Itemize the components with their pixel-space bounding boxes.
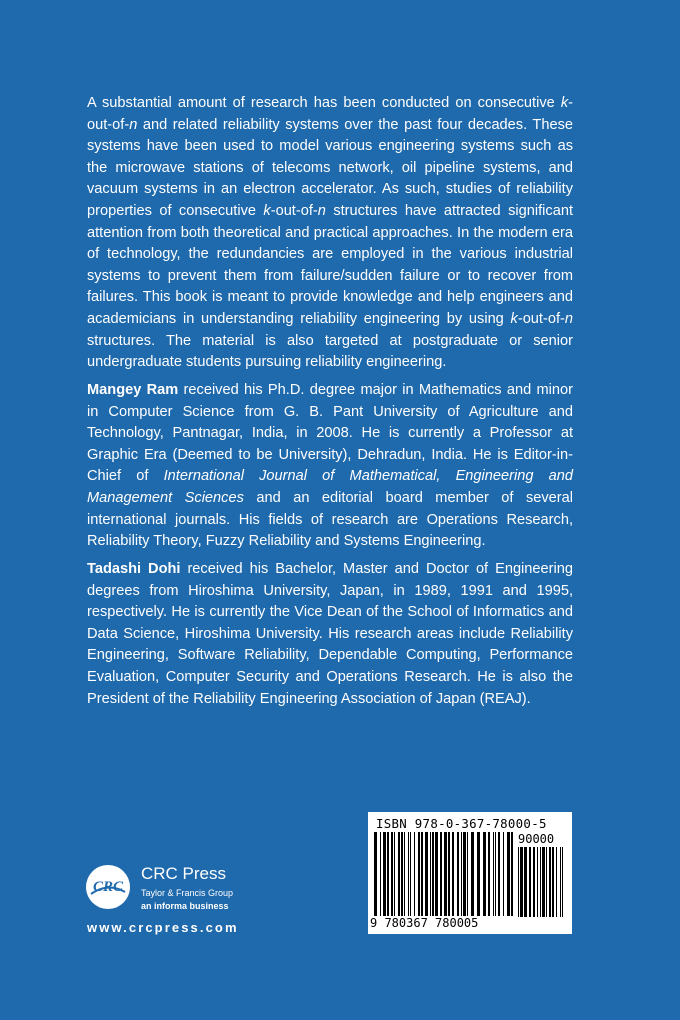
author-bio-text: received his Ph.D. degree major in Mathematics and minor in Computer Science from G. B. Pant University of Agriculture and Technology, Pantnagar, India, in 2008. He is currently a Professor at Graphic Era (Deemed to be University), Dehradun, India. He is Editor-in-Chief of	[87, 382, 573, 485]
description-text: A substantial amount of research has been conducted on consecutive	[87, 95, 561, 111]
book-description	[87, 93, 573, 374]
ean-digits: 9 780367 780005	[370, 916, 479, 930]
author-bio-text: and an editorial board member of several international journals. His fields of research are Operations Research, Reliability Theory, Fuzzy Reliability and Systems Engineering.	[87, 489, 574, 550]
logo-lettering: CRC	[92, 879, 124, 895]
journal-title: International Journal of Mathematical, Engineering and Management Sciences	[87, 468, 573, 506]
description-italic-n: n	[129, 116, 138, 133]
description-italic-n: n	[317, 202, 326, 219]
description-text: and related reliability systems over the past four decades. These systems have been used to model various engineering systems such as the microwave stations of telecoms network, oil pipeline systems, and vacuum systems in an electron accelerator. As such, studies of reliability properties of consecutive	[87, 116, 573, 219]
description-text: -out-of-	[87, 95, 573, 133]
price-addon-number: 90000	[518, 832, 555, 846]
description-italic-k: k	[560, 95, 569, 111]
publisher-tagline: an informa business	[141, 901, 229, 911]
publisher-name: CRC Press	[141, 864, 227, 883]
description-italic-n: n	[564, 310, 573, 327]
barcode-bars-icon	[374, 832, 514, 924]
author-name: Tadashi Dohi	[87, 561, 181, 577]
description-text: -out-of-	[270, 202, 318, 219]
publisher-website[interactable]: www.crcpress.com	[87, 920, 239, 935]
description-text: -out-of-	[517, 310, 565, 327]
author-bio-text: received his Bachelor, Master and Doctor of Engineering degrees from Hiroshima University, Japan, in 1989, 1991 and 1995, respectively. He is currently the Vice Dean of the School of Informatics and Data Science, Hiroshima University. His research areas include Reliability Engineering, Software Reliability, Dependable Computing, Performance Evaluation, Computer Security and Operations Research. He is also the President of the Reliability Engineering Association of Japan (REAJ).	[87, 561, 573, 707]
description-text: structures have attracted significant attention from both theoretical and practical approaches. In the modern era of technology, the redundancies are employed in the various industrial systems to prevent them from failure/sudden failure or to recover from failures. This book is meant to provide knowledge and help engineers and academicians in understanding reliability engineering by using	[87, 202, 573, 327]
author-bio-dohi	[87, 559, 573, 710]
author-name: Mangey Ram	[87, 382, 179, 398]
isbn-barcode	[368, 812, 572, 934]
isbn-label: ISBN 978-0-367-78000-5	[376, 816, 547, 831]
description-italic-k: k	[263, 202, 271, 219]
description-italic-k: k	[510, 310, 518, 327]
publisher-group: Taylor & Francis Group	[141, 888, 234, 898]
crc-logo-icon	[85, 864, 131, 910]
author-bio-ram	[87, 380, 573, 553]
description-text: structures. The material is also targeted at postgraduate or senior undergraduate students pursuing reliability engineering.	[87, 332, 573, 371]
barcode-addon-bars-icon	[518, 847, 566, 924]
